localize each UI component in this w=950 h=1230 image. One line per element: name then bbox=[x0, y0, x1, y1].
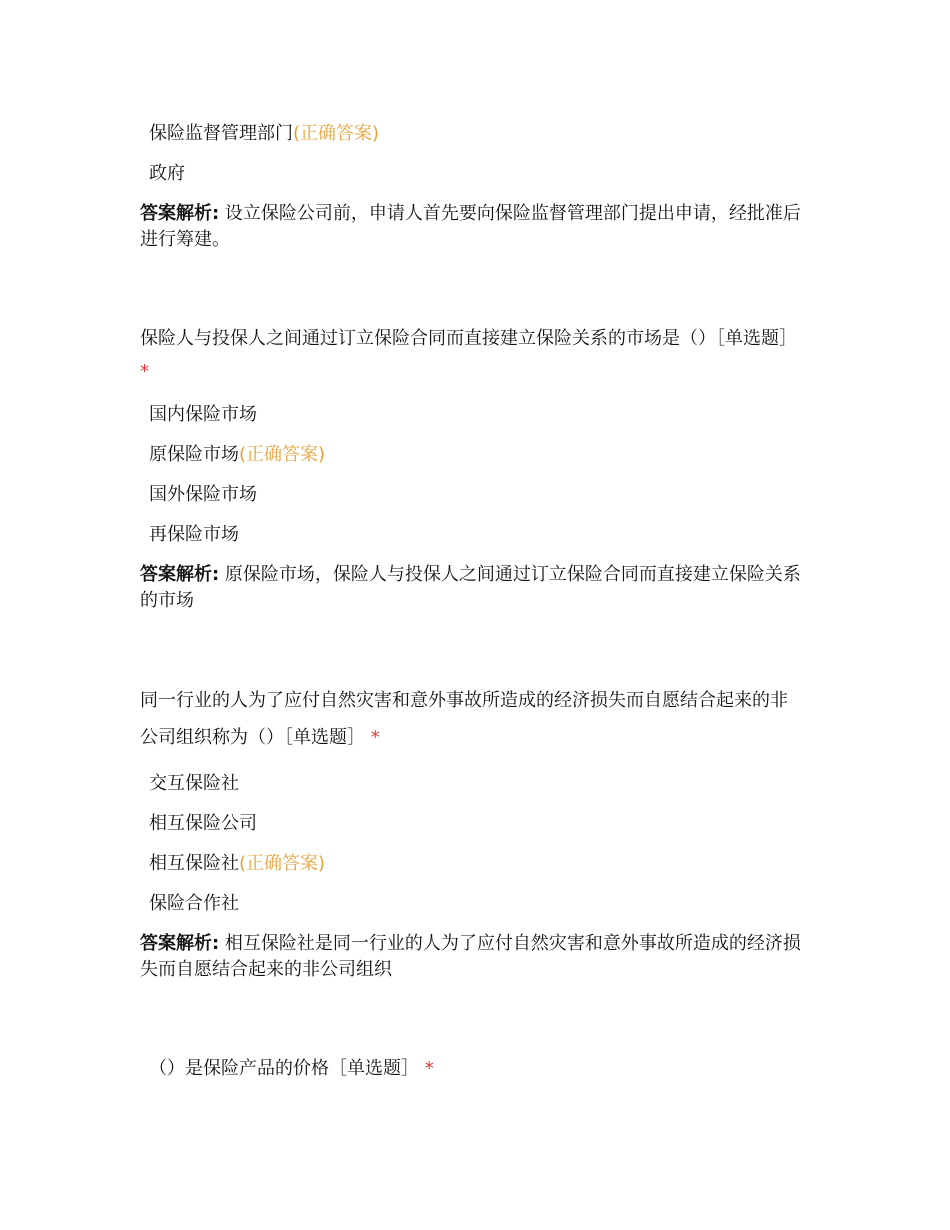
option-q3-0[interactable] bbox=[149, 772, 239, 796]
required-star: * bbox=[140, 361, 149, 382]
option-q2-0[interactable] bbox=[149, 403, 257, 427]
option-text: 国内保险市场 bbox=[149, 404, 257, 425]
correct-answer-mark: (正确答案) bbox=[239, 444, 326, 465]
option-text: 再保险市场 bbox=[149, 524, 239, 545]
option-text: 国外保险市场 bbox=[149, 484, 257, 505]
required-star: * bbox=[370, 727, 380, 748]
option-text: 保险合作社 bbox=[149, 893, 239, 914]
analysis-text: 原保险市场，保险人与投保人之间通过订立保险合同而直接建立保险关系的市场 bbox=[140, 564, 801, 611]
option-b1-0[interactable] bbox=[149, 122, 379, 146]
option-text: 交互保险社 bbox=[149, 773, 239, 794]
option-text: 相互保险社 bbox=[149, 853, 239, 874]
question-title-q3-line2 bbox=[140, 726, 380, 750]
analysis-label: 答案解析: bbox=[140, 933, 220, 954]
option-q3-1[interactable] bbox=[149, 812, 257, 836]
option-q2-1[interactable] bbox=[149, 443, 325, 467]
question-title-q2: 保险人与投保人之间通过订立保险合同而直接建立保险关系的市场是（）［单选题］ bbox=[140, 328, 797, 349]
option-b1-1[interactable] bbox=[149, 162, 185, 186]
option-q3-3[interactable] bbox=[149, 892, 239, 916]
analysis-text: 设立保险公司前，申请人首先要向保险监督管理部门提出申请，经批准后进行筹建。 bbox=[140, 203, 801, 250]
answer-analysis-q3 bbox=[140, 931, 816, 983]
required-star: * bbox=[424, 1058, 434, 1079]
option-text: 相互保险公司 bbox=[149, 813, 257, 834]
option-q3-2[interactable] bbox=[149, 852, 325, 876]
analysis-label: 答案解析: bbox=[140, 564, 220, 585]
question-text: （）是保险产品的价格［单选题］ bbox=[149, 1058, 419, 1079]
correct-answer-mark: (正确答案) bbox=[239, 853, 326, 874]
answer-analysis-b1 bbox=[140, 201, 816, 253]
question-title-q4 bbox=[149, 1057, 434, 1081]
question-text: 公司组织称为（）［单选题］ bbox=[140, 727, 365, 748]
analysis-label: 答案解析: bbox=[140, 203, 220, 224]
answer-analysis-q2 bbox=[140, 562, 816, 614]
question-title-q3-line1: 同一行业的人为了应付自然灾害和意外事故所造成的经济损失而自愿结合起来的非 bbox=[140, 690, 788, 711]
option-q2-3[interactable] bbox=[149, 523, 239, 547]
option-text: 保险监督管理部门 bbox=[149, 123, 293, 144]
option-text: 原保险市场 bbox=[149, 444, 239, 465]
analysis-text: 相互保险社是同一行业的人为了应付自然灾害和意外事故所造成的经济损失而自愿结合起来的非公司组织 bbox=[140, 933, 801, 980]
correct-answer-mark: (正确答案) bbox=[293, 123, 380, 144]
option-q2-2[interactable] bbox=[149, 483, 257, 507]
option-text: 政府 bbox=[149, 163, 185, 184]
